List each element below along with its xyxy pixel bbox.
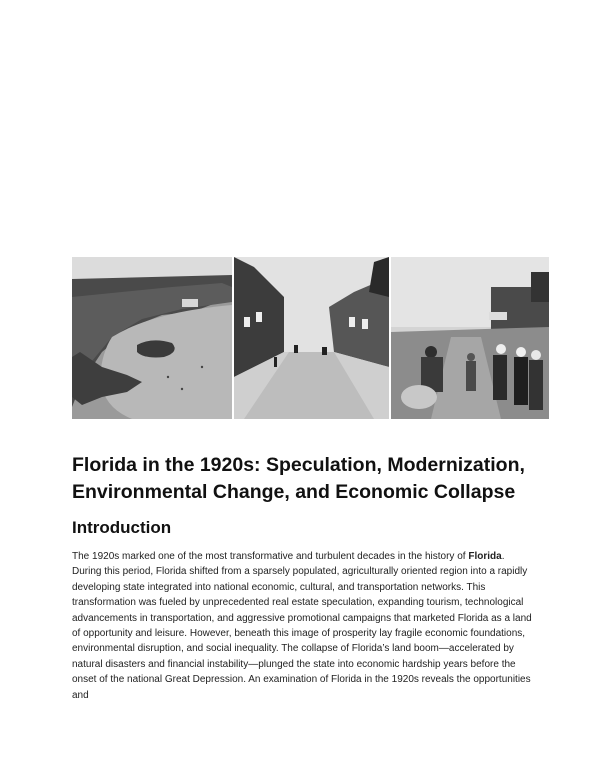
intro-text-bold: Florida xyxy=(468,551,502,562)
intro-paragraph xyxy=(72,549,534,703)
intro-text-start: The 1920s marked one of the most transformative and turbulent decades in the history of xyxy=(72,551,469,562)
section-heading: Introduction xyxy=(72,518,172,537)
street-scene-photo xyxy=(234,257,389,419)
photo-strip xyxy=(72,257,549,419)
intro-text-rest: . During this period, Florida shifted from a sparsely populated, agriculturally oriented region into a rapidly developing state integrated into national economic, cultural, and transportation networks. This transformation was fueled by unprecedented real estate speculation, expanding tourism, technological advancements in transportation, and aggressive promotional campaigns that marketed Florida as a land of opportunity and leisure. However, beneath this image of prosperity lay fragile economic foundations, environmental disruption, and social inequality. The collapse of Florida’s land boom—accelerated by natural disasters and financial instability—plunged the state into economic hardship years before the onset of the national Great Depression. An examination of Florida in the 1920s reveals the opportunities and xyxy=(72,551,532,701)
document-title: Florida in the 1920s: Speculation, Modernization, Environmental Change, and Economic Collapse xyxy=(72,454,525,503)
boardwalk-crowd-photo xyxy=(391,257,549,419)
aerial-coastline-photo xyxy=(72,257,232,419)
